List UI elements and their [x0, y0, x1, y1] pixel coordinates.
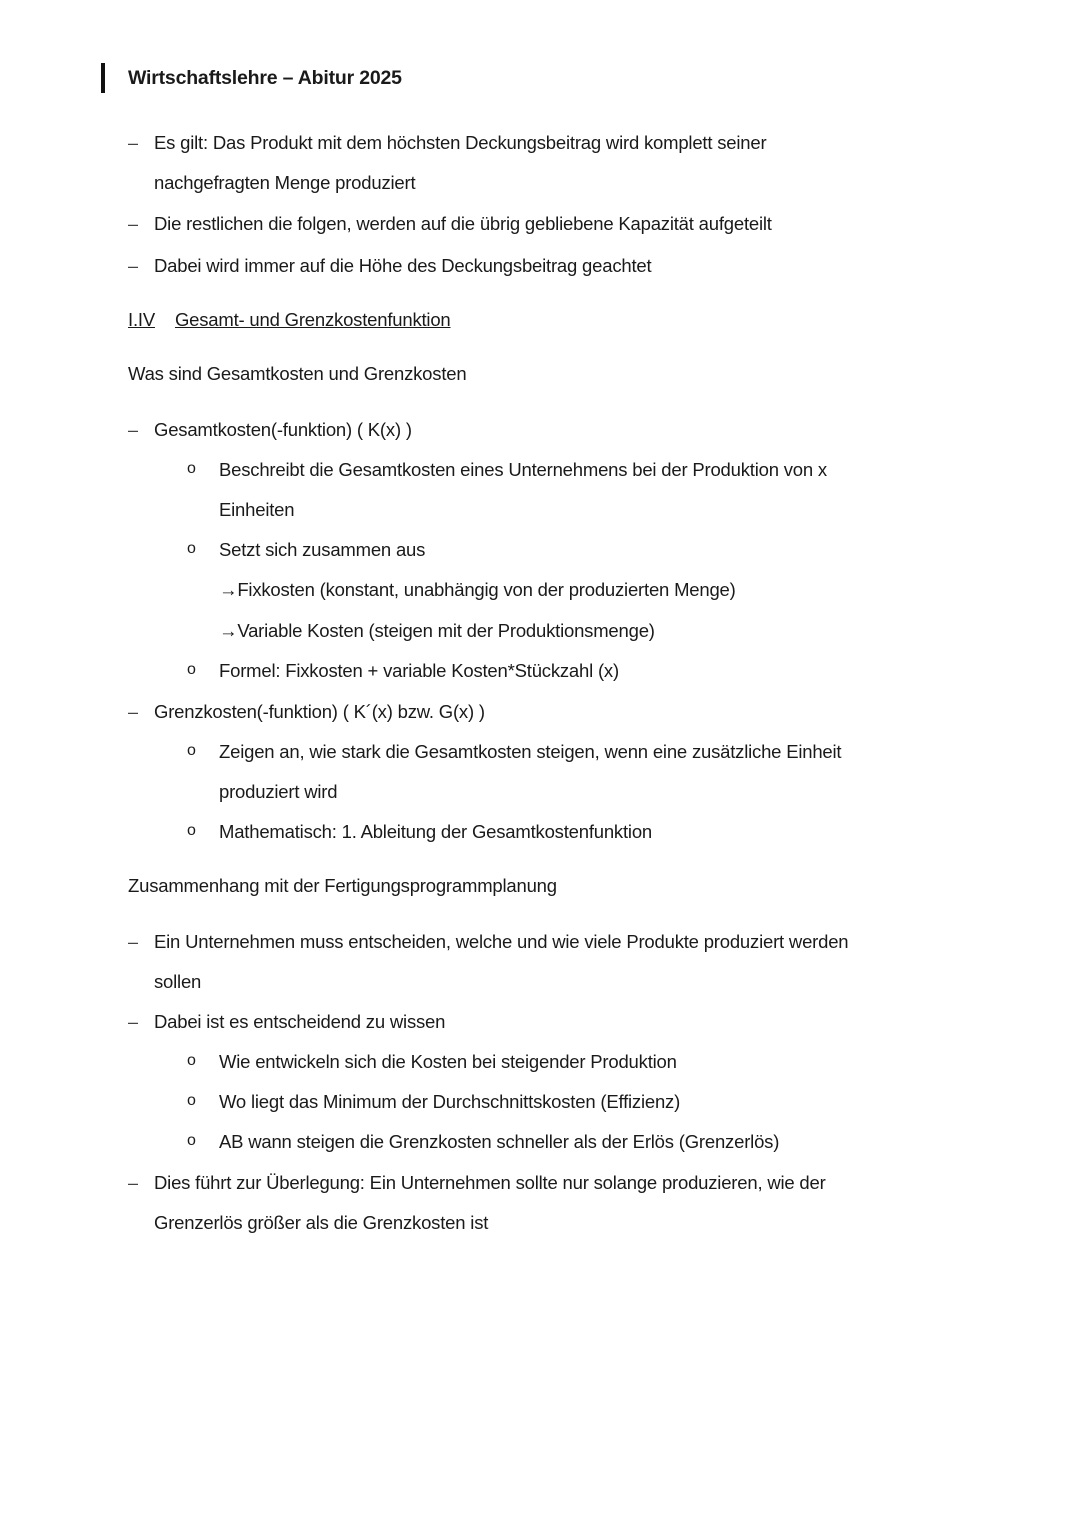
sub-bullet-text: Beschreibt die Gesamtkosten eines Unternehmens bei der Produktion von x — [219, 459, 827, 480]
question-heading: Was sind Gesamtkosten und Grenzkosten — [128, 363, 467, 384]
circle-bullet: o — [187, 460, 196, 477]
dash-bullet: – — [128, 1012, 139, 1032]
header-bar — [101, 63, 105, 93]
circle-bullet: o — [187, 1052, 196, 1069]
bullet-text: Es gilt: Das Produkt mit dem höchsten Deckungsbeitrag wird komplett seiner — [154, 132, 767, 153]
circle-bullet: o — [187, 822, 196, 839]
bullet-text: Dabei wird immer auf die Höhe des Deckungsbeitrag geachtet — [154, 255, 652, 276]
arrow-icon: → — [219, 579, 238, 600]
bullet-text: Die restlichen die folgen, werden auf die übrig gebliebene Kapazität aufgeteilt — [154, 213, 772, 234]
dash-bullet: – — [128, 256, 139, 276]
arrow-item: →Fixkosten (konstant, unabhängig von der produzierten Menge) — [219, 579, 736, 600]
sub-bullet-text: Zeigen an, wie stark die Gesamtkosten steigen, wenn eine zusätzliche Einheit — [219, 741, 842, 762]
section-heading — [128, 308, 451, 332]
section-number: I.IV — [128, 309, 155, 330]
sub-bullet-text: Wo liegt das Minimum der Durchschnittskosten (Effizienz) — [219, 1091, 681, 1112]
circle-bullet: o — [187, 1132, 196, 1149]
dash-bullet: – — [128, 932, 139, 952]
page-header-title: Wirtschaftslehre – Abitur 2025 — [128, 67, 402, 89]
dash-bullet: – — [128, 1173, 139, 1193]
bullet-text: Gesamtkosten(-funktion) ( K(x) ) — [154, 419, 412, 440]
arrow-item: →Variable Kosten (steigen mit der Produktionsmenge) — [219, 620, 655, 641]
sub-bullet-text: Formel: Fixkosten + variable Kosten*Stückzahl (x) — [219, 660, 619, 681]
circle-bullet: o — [187, 661, 196, 678]
circle-bullet: o — [187, 742, 196, 759]
bullet-text: Dies führt zur Überlegung: Ein Unternehmen sollte nur solange produzieren, wie der — [154, 1172, 826, 1193]
sub-bullet-text: Mathematisch: 1. Ableitung der Gesamtkostenfunktion — [219, 821, 653, 842]
section-title: Gesamt- und Grenzkostenfunktion — [174, 309, 451, 330]
sub-bullet-text: Wie entwickeln sich die Kosten bei steigender Produktion — [219, 1051, 677, 1072]
sub-bullet-text: produziert wird — [219, 781, 338, 802]
question-heading: Zusammenhang mit der Fertigungsprogrammplanung — [128, 875, 557, 896]
sub-bullet-text: Einheiten — [219, 499, 295, 520]
bullet-text: sollen — [154, 971, 202, 992]
sub-bullet-text: AB wann steigen die Grenzkosten schneller als der Erlös (Grenzerlös) — [219, 1131, 780, 1152]
bullet-text: nachgefragten Menge produziert — [154, 172, 416, 193]
bullet-text: Dabei ist es entscheidend zu wissen — [154, 1011, 446, 1032]
arrow-icon: → — [219, 620, 238, 641]
dash-bullet: – — [128, 420, 139, 440]
dash-bullet: – — [128, 214, 139, 234]
sub-bullet-text: Setzt sich zusammen aus — [219, 539, 426, 560]
bullet-text: Grenzkosten(-funktion) ( K´(x) bzw. G(x) ) — [154, 701, 485, 722]
bullet-text: Ein Unternehmen muss entscheiden, welche und wie viele Produkte produziert werden — [154, 931, 849, 952]
circle-bullet: o — [187, 540, 196, 557]
dash-bullet: – — [128, 133, 139, 153]
circle-bullet: o — [187, 1092, 196, 1109]
bullet-text: Grenzerlös größer als die Grenzkosten ist — [154, 1212, 489, 1233]
dash-bullet: – — [128, 702, 139, 722]
